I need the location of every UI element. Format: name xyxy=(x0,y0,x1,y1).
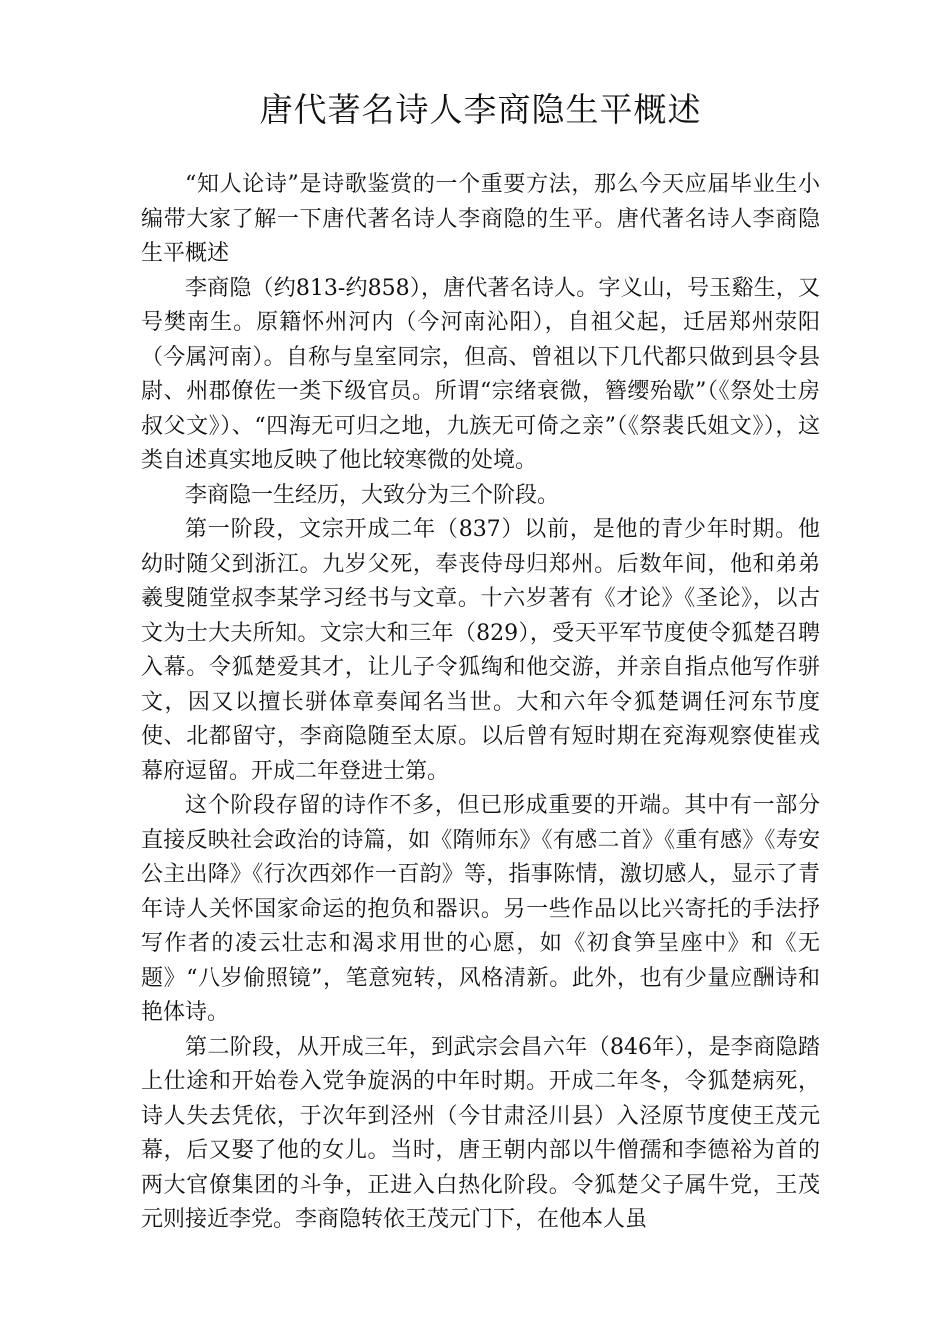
document-title: 唐代著名诗人李商隐生平概述 xyxy=(259,90,702,129)
paragraph-biography: 李商隐（约813-约858），唐代著名诗人。字义山，号玉谿生，又号樊南生。原籍怀州河内（今河南沁阳），自祖父起，迁居郑州荥阳（今属河南）。自称与皇室同宗，但高、曾祖以下几代都只做到县令县尉、州郡僚佐一类下级官员。所谓“宗绪衰微，簪缨殆歇”（《祭处士房叔父文》）、“四海无可归之地，九族无可倚之亲”（《祭裴氏姐文》），这类自述真实地反映了他比较寒微的处境。 xyxy=(141,275,820,473)
paragraph-stage-one: 第一阶段，文宗开成二年（837）以前，是他的青少年时期。他幼时随父到浙江。九岁父死，奉丧侍母归郑州。后数年间，他和弟弟羲叟随堂叔李某学习经书与文章。十六岁著有《才论》《圣论》，以古文为士大夫所知。文宗大和三年（829），受天平军节度使令狐楚召聘入幕。令狐楚爱其才，让儿子令狐绹和他交游，并亲自指点他写作骈文，因又以擅长骈体章奏闻名当世。大和六年令狐楚调任河东节度使、北都留守，李商隐随至太原。以后曾有短时期在兖海观察使崔戎幕府逗留。开成二年登进士第。 xyxy=(141,517,820,784)
paragraph-stages-overview: 李商隐一生经历，大致分为三个阶段。 xyxy=(185,482,560,508)
paragraph-stage-one-works: 这个阶段存留的诗作不多，但已形成重要的开端。其中有一部分直接反映社会政治的诗篇，如《隋师东》《有感二首》《重有感》《寿安公主出降》《行次西郊作一百韵》等，指事陈情，激切感人，显示了青年诗人关怀国家命运的抱负和器识。另一些作品以比兴寄托的手法抒写作者的凌云壮志和渴求用世的心愿，如《初食笋呈座中》和《无题》“八岁偷照镜”，笔意宛转，风格清新。此外，也有少量应酬诗和艳体诗。 xyxy=(141,793,820,1025)
paragraph-intro: “知人论诗”是诗歌鉴赏的一个重要方法，那么今天应届毕业生小编带大家了解一下唐代著名诗人李商隐的生平。唐代著名诗人李商隐生平概述 xyxy=(141,172,820,266)
paragraph-stage-two: 第二阶段，从开成三年，到武宗会昌六年（846年），是李商隐踏上仕途和开始卷入党争旋涡的中年时期。开成二年冬，令狐楚病死，诗人失去凭依，于次年到泾州（今甘肃泾川县）入泾原节度使王茂元幕，后又娶了他的女儿。当时，唐王朝内部以牛僧孺和李德裕为首的两大官僚集团的斗争，正进入白热化阶段。令狐楚父子属牛党，王茂元则接近李党。李商隐转依王茂元门下，在他本人虽 xyxy=(141,1034,820,1232)
